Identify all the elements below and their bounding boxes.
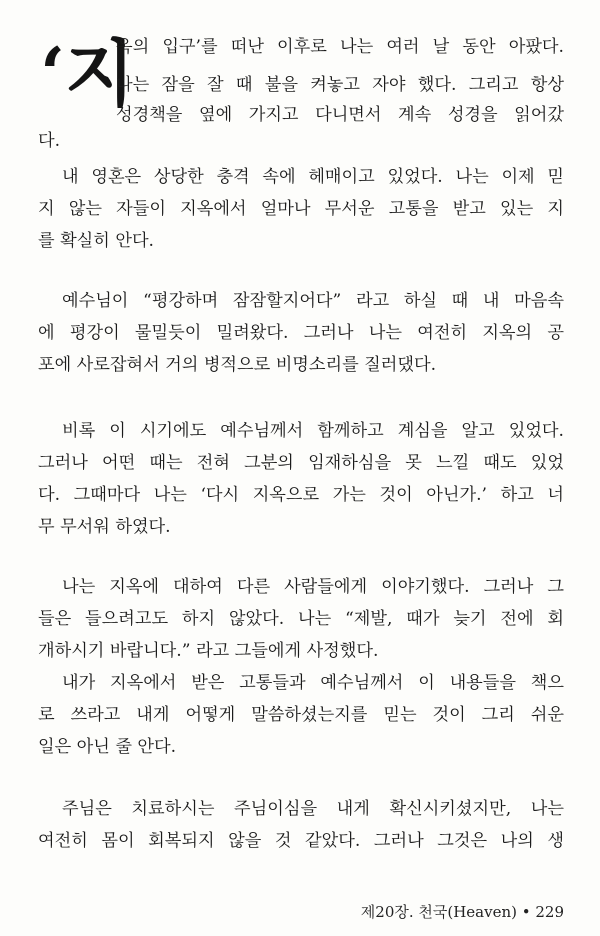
page-footer: 제20장. 천국(Heaven) • 229 [360,903,564,921]
paragraph-4-line-4: 무 무서워 하였다. [38,517,171,537]
paragraph-5-line-2: 들은 들으려고도 하지 않았다. 나는 “제발, 때가 늦기 전에 회 [38,609,564,629]
paragraph-3-line-3: 포에 사로잡혀서 거의 병적으로 비명소리를 질러댔다. [38,355,437,375]
drop-cap: ‘지 [40,31,135,116]
paragraph-7-line-1: 주님은 치료하시는 주님이심을 내게 확신시키셨지만, 나는 [62,799,564,819]
paragraph-2-line-2: 지 않는 자들이 지옥에서 얼마나 무서운 고통을 받고 있는 지 [38,199,564,219]
paragraph-5-line-3: 개하시기 바랍니다.” 라고 그들에게 사정했다. [38,641,379,661]
paragraph-3-line-2: 에 평강이 물밀듯이 밀려왔다. 그러나 나는 여전히 지옥의 공 [38,323,564,343]
paragraph-2-line-1: 내 영혼은 상당한 충격 속에 헤매이고 있었다. 나는 이제 믿 [62,167,564,187]
paragraph-1-line-1: 옥의 입구’를 떠난 이후로 나는 여러 날 동안 아팠다. [116,37,564,57]
paragraph-2-line-3: 를 확실히 안다. [38,231,155,251]
paragraph-4-line-2: 그러나 어떤 때는 전혀 그분의 임재하심을 못 느낄 때도 있었 [38,453,564,473]
paragraph-6-line-1: 내가 지옥에서 받은 고통들과 예수님께서 이 내용들을 책으 [62,673,564,693]
paragraph-5-line-1: 나는 지옥에 대하여 다른 사람들에게 이야기했다. 그러나 그 [62,577,564,597]
paragraph-1-line-2: 나는 잠을 잘 때 불을 켜놓고 자야 했다. 그리고 항상 [116,75,564,95]
paragraph-1-line-3: 성경책을 옆에 가지고 다니면서 계속 성경을 읽어갔 [116,105,564,125]
paragraph-4-line-3: 다. 그때마다 나는 ‘다시 지옥으로 가는 것이 아닌가.’ 하고 너 [38,485,564,505]
paragraph-6-line-2: 로 쓰라고 내게 어떻게 말씀하셨는지를 믿는 것이 그리 쉬운 [38,705,564,725]
paragraph-7-line-2: 여전히 몸이 회복되지 않을 것 같았다. 그러나 그것은 나의 생 [38,831,564,851]
paragraph-6-line-3: 일은 아닌 줄 안다. [38,737,177,757]
paragraph-1-line-4: 다. [38,131,61,151]
paragraph-3-line-1: 예수님이 “평강하며 잠잠할지어다” 라고 하실 때 내 마음속 [62,291,564,311]
paragraph-4-line-1: 비록 이 시기에도 예수님께서 함께하고 계심을 알고 있었다. [62,421,564,441]
